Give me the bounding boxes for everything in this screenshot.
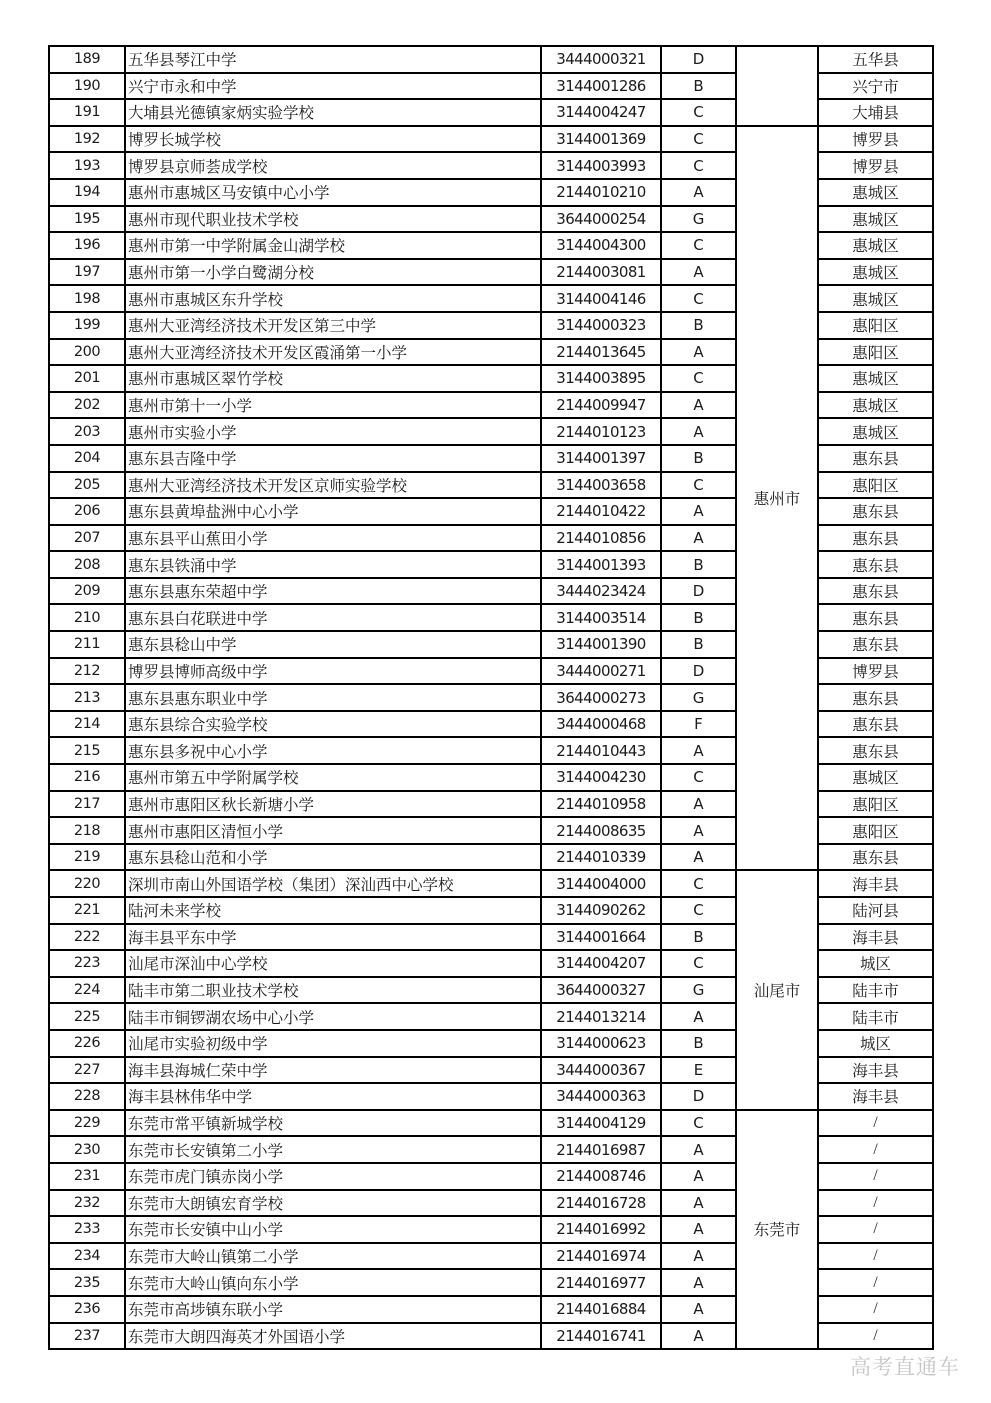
district-cell: 惠东县 (818, 551, 933, 578)
grade-cell: C (661, 870, 736, 897)
school-name-cell: 惠州大亚湾经济技术开发区第三中学 (125, 312, 541, 339)
school-name-cell: 陆丰市铜锣湖农场中心小学 (125, 1003, 541, 1030)
school-code-cell: 2144013645 (541, 339, 661, 366)
district-cell: 五华县 (818, 46, 933, 73)
district-cell: 惠阳区 (818, 791, 933, 818)
district-cell: 惠城区 (818, 392, 933, 419)
row-number-cell: 210 (49, 604, 125, 631)
row-number-cell: 234 (49, 1243, 125, 1270)
school-name-cell: 惠州市惠阳区清恒小学 (125, 817, 541, 844)
row-number-cell: 198 (49, 285, 125, 312)
school-name-cell: 东莞市高埗镇东联小学 (125, 1296, 541, 1323)
grade-cell: A (661, 525, 736, 552)
grade-cell: D (661, 1083, 736, 1110)
school-code-cell: 2144009947 (541, 392, 661, 419)
grade-cell: A (661, 844, 736, 871)
table-row (49, 126, 933, 153)
school-code-cell: 3144004207 (541, 950, 661, 977)
school-name-cell: 惠州市第一小学白鹭湖分校 (125, 259, 541, 286)
table-body (49, 46, 933, 1349)
row-number-cell: 236 (49, 1296, 125, 1323)
row-number-cell: 208 (49, 551, 125, 578)
district-cell: 惠城区 (818, 259, 933, 286)
row-number-cell: 217 (49, 791, 125, 818)
school-name-cell: 惠东县稔山范和小学 (125, 844, 541, 871)
district-cell: 博罗县 (818, 152, 933, 179)
school-name-cell: 惠州市第五中学附属学校 (125, 764, 541, 791)
school-code-cell: 3144001393 (541, 551, 661, 578)
district-cell: / (818, 1163, 933, 1190)
district-cell: 惠阳区 (818, 312, 933, 339)
school-code-cell: 3144004129 (541, 1110, 661, 1137)
row-number-cell: 235 (49, 1269, 125, 1296)
school-name-cell: 博罗长城学校 (125, 126, 541, 153)
grade-cell: B (661, 312, 736, 339)
grade-cell: G (661, 977, 736, 1004)
school-code-cell: 3144000323 (541, 312, 661, 339)
school-code-cell: 3444023424 (541, 578, 661, 605)
district-cell: 惠东县 (818, 711, 933, 738)
grade-cell: A (661, 737, 736, 764)
school-code-cell: 2144008635 (541, 817, 661, 844)
school-name-cell: 东莞市大岭山镇第二小学 (125, 1243, 541, 1270)
table-row (49, 46, 933, 73)
row-number-cell: 197 (49, 259, 125, 286)
school-name-cell: 惠东县吉隆中学 (125, 445, 541, 472)
school-name-cell: 惠州市惠城区东升学校 (125, 285, 541, 312)
row-number-cell: 211 (49, 631, 125, 658)
school-code-cell: 3144004247 (541, 99, 661, 126)
school-name-cell: 惠州市现代职业技术学校 (125, 206, 541, 233)
school-name-cell: 东莞市长安镇中山小学 (125, 1216, 541, 1243)
school-name-cell: 惠东县综合实验学校 (125, 711, 541, 738)
school-name-cell: 惠州大亚湾经济技术开发区霞涌第一小学 (125, 339, 541, 366)
school-name-cell: 惠州市惠城区马安镇中心小学 (125, 179, 541, 206)
row-number-cell: 226 (49, 1030, 125, 1057)
school-name-cell: 惠东县惠东荣超中学 (125, 578, 541, 605)
grade-cell: B (661, 604, 736, 631)
district-cell: 惠东县 (818, 684, 933, 711)
school-code-cell: 2144010958 (541, 791, 661, 818)
school-name-cell: 大埔县光德镇家炳实验学校 (125, 99, 541, 126)
row-number-cell: 215 (49, 737, 125, 764)
school-code-cell: 2144016992 (541, 1216, 661, 1243)
row-number-cell: 204 (49, 445, 125, 472)
district-cell: 惠东县 (818, 844, 933, 871)
row-number-cell: 225 (49, 1003, 125, 1030)
row-number-cell: 212 (49, 658, 125, 685)
school-name-cell: 惠东县多祝中心小学 (125, 737, 541, 764)
watermark: 高考直通车 (850, 1355, 960, 1379)
grade-cell: A (661, 179, 736, 206)
grade-cell: A (661, 1323, 736, 1350)
school-code-cell: 2144016741 (541, 1323, 661, 1350)
school-code-cell: 3144001397 (541, 445, 661, 472)
grade-cell: C (661, 232, 736, 259)
school-code-cell: 2144013214 (541, 1003, 661, 1030)
district-cell: 惠东县 (818, 631, 933, 658)
school-code-cell: 3144003658 (541, 472, 661, 499)
school-code-cell: 2144003081 (541, 259, 661, 286)
school-name-cell: 惠东县白花联进中学 (125, 604, 541, 631)
school-code-cell: 3144003514 (541, 604, 661, 631)
grade-cell: D (661, 578, 736, 605)
row-number-cell: 193 (49, 152, 125, 179)
school-name-cell: 惠州市第十一小学 (125, 392, 541, 419)
row-number-cell: 222 (49, 924, 125, 951)
grade-cell: F (661, 711, 736, 738)
district-cell: 陆丰市 (818, 1003, 933, 1030)
grade-cell: C (661, 365, 736, 392)
school-name-cell: 汕尾市实验初级中学 (125, 1030, 541, 1057)
district-cell: 惠东县 (818, 525, 933, 552)
grade-cell: A (661, 259, 736, 286)
school-table (48, 45, 934, 1350)
school-name-cell: 汕尾市深汕中心学校 (125, 950, 541, 977)
grade-cell: C (661, 285, 736, 312)
district-cell: 博罗县 (818, 126, 933, 153)
school-name-cell: 陆河未来学校 (125, 897, 541, 924)
row-number-cell: 228 (49, 1083, 125, 1110)
grade-cell: A (661, 1243, 736, 1270)
school-code-cell: 3144000623 (541, 1030, 661, 1057)
school-code-cell: 3144003895 (541, 365, 661, 392)
row-number-cell: 191 (49, 99, 125, 126)
city-cell: 东莞市 (736, 1110, 818, 1349)
school-code-cell: 2144010856 (541, 525, 661, 552)
district-cell: / (818, 1323, 933, 1350)
school-code-cell: 2144016884 (541, 1296, 661, 1323)
district-cell: 海丰县 (818, 1057, 933, 1084)
grade-cell: A (661, 1216, 736, 1243)
grade-cell: D (661, 46, 736, 73)
district-cell: / (818, 1269, 933, 1296)
row-number-cell: 214 (49, 711, 125, 738)
school-name-cell: 惠州市实验小学 (125, 418, 541, 445)
row-number-cell: 194 (49, 179, 125, 206)
school-name-cell: 海丰县林伟华中学 (125, 1083, 541, 1110)
school-code-cell: 2144016728 (541, 1190, 661, 1217)
row-number-cell: 205 (49, 472, 125, 499)
grade-cell: A (661, 1163, 736, 1190)
school-name-cell: 惠东县平山蕉田小学 (125, 525, 541, 552)
school-name-cell: 五华县琴江中学 (125, 46, 541, 73)
grade-cell: C (661, 472, 736, 499)
district-cell: 惠东县 (818, 578, 933, 605)
grade-cell: G (661, 684, 736, 711)
district-cell: 海丰县 (818, 870, 933, 897)
school-code-cell: 2144010422 (541, 498, 661, 525)
school-code-cell: 2144010339 (541, 844, 661, 871)
district-cell: 惠东县 (818, 498, 933, 525)
grade-cell: A (661, 392, 736, 419)
district-cell: 惠城区 (818, 232, 933, 259)
district-cell: / (818, 1296, 933, 1323)
row-number-cell: 190 (49, 73, 125, 100)
school-code-cell: 2144008746 (541, 1163, 661, 1190)
row-number-cell: 224 (49, 977, 125, 1004)
school-code-cell: 3444000468 (541, 711, 661, 738)
grade-cell: B (661, 1030, 736, 1057)
school-code-cell: 3444000271 (541, 658, 661, 685)
row-number-cell: 207 (49, 525, 125, 552)
school-name-cell: 兴宁市永和中学 (125, 73, 541, 100)
school-code-cell: 3644000327 (541, 977, 661, 1004)
school-code-cell: 3444000363 (541, 1083, 661, 1110)
row-number-cell: 195 (49, 206, 125, 233)
grade-cell: A (661, 1003, 736, 1030)
grade-cell: C (661, 99, 736, 126)
school-name-cell: 惠州市惠城区翠竹学校 (125, 365, 541, 392)
school-name-cell: 东莞市大岭山镇向东小学 (125, 1269, 541, 1296)
row-number-cell: 201 (49, 365, 125, 392)
grade-cell: C (661, 950, 736, 977)
district-cell: 大埔县 (818, 99, 933, 126)
school-name-cell: 海丰县海城仁荣中学 (125, 1057, 541, 1084)
row-number-cell: 231 (49, 1163, 125, 1190)
district-cell: / (818, 1243, 933, 1270)
school-code-cell: 3144001369 (541, 126, 661, 153)
school-name-cell: 博罗县博师高级中学 (125, 658, 541, 685)
row-number-cell: 218 (49, 817, 125, 844)
school-code-cell: 2144016977 (541, 1269, 661, 1296)
district-cell: / (818, 1136, 933, 1163)
grade-cell: D (661, 658, 736, 685)
school-code-cell: 3444000321 (541, 46, 661, 73)
grade-cell: B (661, 73, 736, 100)
row-number-cell: 237 (49, 1323, 125, 1350)
district-cell: 惠城区 (818, 179, 933, 206)
school-code-cell: 3144004000 (541, 870, 661, 897)
district-cell: 城区 (818, 950, 933, 977)
school-code-cell: 3444000367 (541, 1057, 661, 1084)
row-number-cell: 196 (49, 232, 125, 259)
district-cell: 惠阳区 (818, 472, 933, 499)
row-number-cell: 199 (49, 312, 125, 339)
row-number-cell: 223 (49, 950, 125, 977)
district-cell: / (818, 1216, 933, 1243)
district-cell: 惠城区 (818, 285, 933, 312)
district-cell: 惠城区 (818, 418, 933, 445)
school-code-cell: 3144001286 (541, 73, 661, 100)
grade-cell: C (661, 897, 736, 924)
school-name-cell: 东莞市常平镇新城学校 (125, 1110, 541, 1137)
row-number-cell: 232 (49, 1190, 125, 1217)
school-code-cell: 3144001664 (541, 924, 661, 951)
school-code-cell: 3644000273 (541, 684, 661, 711)
row-number-cell: 227 (49, 1057, 125, 1084)
school-code-cell: 2144016974 (541, 1243, 661, 1270)
school-name-cell: 惠州市第一中学附属金山湖学校 (125, 232, 541, 259)
grade-cell: B (661, 445, 736, 472)
row-number-cell: 200 (49, 339, 125, 366)
district-cell: 博罗县 (818, 658, 933, 685)
grade-cell: A (661, 817, 736, 844)
row-number-cell: 219 (49, 844, 125, 871)
school-name-cell: 惠州市惠阳区秋长新塘小学 (125, 791, 541, 818)
row-number-cell: 216 (49, 764, 125, 791)
district-cell: 惠东县 (818, 445, 933, 472)
table-row (49, 1110, 933, 1137)
grade-cell: A (661, 791, 736, 818)
grade-cell: C (661, 126, 736, 153)
grade-cell: B (661, 551, 736, 578)
row-number-cell: 221 (49, 897, 125, 924)
city-cell: 惠州市 (736, 126, 818, 871)
school-name-cell: 惠东县铁涌中学 (125, 551, 541, 578)
school-name-cell: 陆丰市第二职业技术学校 (125, 977, 541, 1004)
grade-cell: C (661, 152, 736, 179)
district-cell: 城区 (818, 1030, 933, 1057)
city-cell (736, 46, 818, 126)
school-name-cell: 惠州大亚湾经济技术开发区京师实验学校 (125, 472, 541, 499)
row-number-cell: 233 (49, 1216, 125, 1243)
grade-cell: G (661, 206, 736, 233)
grade-cell: A (661, 1136, 736, 1163)
district-cell: / (818, 1190, 933, 1217)
district-cell: 陆河县 (818, 897, 933, 924)
school-name-cell: 博罗县京师荟成学校 (125, 152, 541, 179)
school-name-cell: 深圳市南山外国语学校（集团）深汕西中心学校 (125, 870, 541, 897)
grade-cell: A (661, 498, 736, 525)
row-number-cell: 220 (49, 870, 125, 897)
school-name-cell: 惠东县稔山中学 (125, 631, 541, 658)
row-number-cell: 202 (49, 392, 125, 419)
school-name-cell: 惠东县惠东职业中学 (125, 684, 541, 711)
school-code-cell: 3144003993 (541, 152, 661, 179)
district-cell: 惠东县 (818, 737, 933, 764)
grade-cell: A (661, 339, 736, 366)
grade-cell: A (661, 418, 736, 445)
school-name-cell: 东莞市虎门镇赤岗小学 (125, 1163, 541, 1190)
school-code-cell: 3144090262 (541, 897, 661, 924)
row-number-cell: 213 (49, 684, 125, 711)
school-code-cell: 3144001390 (541, 631, 661, 658)
district-cell: 兴宁市 (818, 73, 933, 100)
row-number-cell: 230 (49, 1136, 125, 1163)
school-name-cell: 惠东县黄埠盐洲中心小学 (125, 498, 541, 525)
district-cell: 惠阳区 (818, 817, 933, 844)
school-code-cell: 2144010123 (541, 418, 661, 445)
city-cell: 汕尾市 (736, 870, 818, 1109)
district-cell: 惠城区 (818, 206, 933, 233)
school-code-cell: 2144010210 (541, 179, 661, 206)
table-row (49, 870, 933, 897)
district-cell: 海丰县 (818, 924, 933, 951)
row-number-cell: 229 (49, 1110, 125, 1137)
grade-cell: C (661, 764, 736, 791)
district-cell: 惠城区 (818, 365, 933, 392)
grade-cell: A (661, 1296, 736, 1323)
school-name-cell: 东莞市长安镇第二小学 (125, 1136, 541, 1163)
school-code-cell: 2144016987 (541, 1136, 661, 1163)
district-cell: / (818, 1110, 933, 1137)
row-number-cell: 189 (49, 46, 125, 73)
school-code-cell: 3144004300 (541, 232, 661, 259)
district-cell: 惠城区 (818, 764, 933, 791)
row-number-cell: 209 (49, 578, 125, 605)
school-name-cell: 海丰县平东中学 (125, 924, 541, 951)
school-name-cell: 东莞市大朗四海英才外国语小学 (125, 1323, 541, 1350)
district-cell: 惠阳区 (818, 339, 933, 366)
grade-cell: A (661, 1190, 736, 1217)
district-cell: 海丰县 (818, 1083, 933, 1110)
school-code-cell: 3644000254 (541, 206, 661, 233)
grade-cell: A (661, 1269, 736, 1296)
grade-cell: E (661, 1057, 736, 1084)
grade-cell: C (661, 1110, 736, 1137)
row-number-cell: 192 (49, 126, 125, 153)
school-code-cell: 3144004230 (541, 764, 661, 791)
school-code-cell: 2144010443 (541, 737, 661, 764)
row-number-cell: 206 (49, 498, 125, 525)
grade-cell: B (661, 924, 736, 951)
school-name-cell: 东莞市大朗镇宏育学校 (125, 1190, 541, 1217)
row-number-cell: 203 (49, 418, 125, 445)
grade-cell: B (661, 631, 736, 658)
school-code-cell: 3144004146 (541, 285, 661, 312)
district-cell: 惠东县 (818, 604, 933, 631)
district-cell: 陆丰市 (818, 977, 933, 1004)
